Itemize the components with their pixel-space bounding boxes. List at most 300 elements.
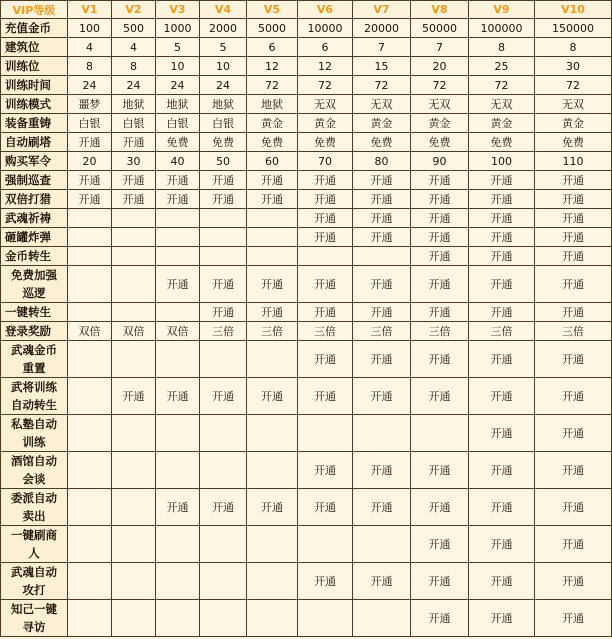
- table-cell: [353, 600, 411, 637]
- table-cell: 开通: [535, 228, 612, 247]
- table-cell: 100: [469, 152, 535, 171]
- table-cell: 开通: [156, 190, 200, 209]
- row-label: 武魂自动 攻打: [1, 563, 68, 600]
- table-cell: 黄金: [298, 114, 353, 133]
- table-cell: 5000: [247, 19, 298, 38]
- table-cell: 开通: [156, 171, 200, 190]
- table-cell: [68, 209, 112, 228]
- table-cell: 三倍: [247, 322, 298, 341]
- table-cell: 20000: [353, 19, 411, 38]
- table-cell: 开通: [112, 190, 156, 209]
- table-cell: 无双: [298, 95, 353, 114]
- table-cell: 开通: [535, 526, 612, 563]
- table-cell: 开通: [298, 190, 353, 209]
- table-cell: 双倍: [68, 322, 112, 341]
- table-cell: 80: [353, 152, 411, 171]
- table-cell: 开通: [112, 378, 156, 415]
- table-cell: 免费: [298, 133, 353, 152]
- table-cell: 开通: [411, 341, 469, 378]
- table-row: [1, 76, 612, 95]
- header-v4: V4: [200, 1, 247, 19]
- table-cell: 60: [247, 152, 298, 171]
- table-cell: [247, 563, 298, 600]
- table-cell: 免费: [535, 133, 612, 152]
- table-cell: [200, 563, 247, 600]
- table-cell: 5: [156, 38, 200, 57]
- table-cell: [68, 247, 112, 266]
- table-row: [1, 322, 612, 341]
- header-v6: V6: [298, 1, 353, 19]
- table-row: [1, 228, 612, 247]
- table-cell: 150000: [535, 19, 612, 38]
- table-cell: [200, 452, 247, 489]
- table-cell: [112, 303, 156, 322]
- table-cell: 黄金: [535, 114, 612, 133]
- header-v5: V5: [247, 1, 298, 19]
- table-cell: 开通: [411, 247, 469, 266]
- table-cell: 24: [156, 76, 200, 95]
- table-row: [1, 600, 612, 637]
- table-cell: 三倍: [469, 322, 535, 341]
- table-cell: 白银: [200, 114, 247, 133]
- table-cell: 开通: [112, 171, 156, 190]
- table-cell: 8: [535, 38, 612, 57]
- table-cell: 开通: [247, 266, 298, 303]
- table-cell: 24: [112, 76, 156, 95]
- table-cell: 开通: [411, 190, 469, 209]
- header-vip-level: VIP等级: [1, 1, 68, 19]
- table-cell: 开通: [353, 489, 411, 526]
- table-cell: [353, 526, 411, 563]
- table-cell: 开通: [411, 600, 469, 637]
- table-cell: 开通: [298, 171, 353, 190]
- table-cell: 开通: [353, 303, 411, 322]
- table-cell: 1000: [156, 19, 200, 38]
- table-cell: 开通: [411, 266, 469, 303]
- table-cell: 地狱: [247, 95, 298, 114]
- table-cell: 20: [411, 57, 469, 76]
- table-cell: 黄金: [411, 114, 469, 133]
- table-cell: 开通: [156, 489, 200, 526]
- row-label: 武魂金币 重置: [1, 341, 68, 378]
- table-cell: [112, 415, 156, 452]
- table-cell: [68, 266, 112, 303]
- table-cell: 白银: [112, 114, 156, 133]
- table-cell: 开通: [200, 266, 247, 303]
- table-cell: 110: [535, 152, 612, 171]
- table-cell: 开通: [535, 378, 612, 415]
- row-label: 金币转生: [1, 247, 68, 266]
- table-cell: [156, 563, 200, 600]
- table-cell: 开通: [353, 378, 411, 415]
- table-cell: [298, 247, 353, 266]
- table-cell: 24: [68, 76, 112, 95]
- row-label: 委派自动 卖出: [1, 489, 68, 526]
- table-cell: 开通: [68, 171, 112, 190]
- table-cell: [411, 415, 469, 452]
- table-cell: 开通: [469, 209, 535, 228]
- table-row: [1, 489, 612, 526]
- table-cell: 开通: [535, 266, 612, 303]
- table-cell: 12: [247, 57, 298, 76]
- table-cell: 开通: [298, 378, 353, 415]
- table-row: [1, 526, 612, 563]
- table-cell: 开通: [469, 526, 535, 563]
- table-cell: 开通: [411, 563, 469, 600]
- table-row: [1, 378, 612, 415]
- table-cell: 地狱: [112, 95, 156, 114]
- row-label: 训练模式: [1, 95, 68, 114]
- table-cell: 开通: [353, 452, 411, 489]
- table-cell: 5: [200, 38, 247, 57]
- table-cell: [247, 228, 298, 247]
- table-cell: 无双: [353, 95, 411, 114]
- table-cell: 8: [112, 57, 156, 76]
- table-cell: [353, 247, 411, 266]
- table-cell: [298, 600, 353, 637]
- table-cell: [156, 452, 200, 489]
- table-row: [1, 114, 612, 133]
- table-cell: 免费: [200, 133, 247, 152]
- table-cell: 开通: [535, 489, 612, 526]
- row-label: 免费加强 巡逻: [1, 266, 68, 303]
- table-cell: [112, 209, 156, 228]
- table-cell: 开通: [353, 266, 411, 303]
- header-v3: V3: [156, 1, 200, 19]
- table-cell: 15: [353, 57, 411, 76]
- header-v2: V2: [112, 1, 156, 19]
- table-cell: 开通: [535, 563, 612, 600]
- table-row: [1, 133, 612, 152]
- table-cell: 开通: [298, 266, 353, 303]
- table-cell: 三倍: [298, 322, 353, 341]
- table-cell: 开通: [156, 378, 200, 415]
- table-cell: [112, 452, 156, 489]
- table-cell: 50: [200, 152, 247, 171]
- table-cell: [353, 415, 411, 452]
- table-cell: 72: [247, 76, 298, 95]
- table-cell: 黄金: [353, 114, 411, 133]
- table-cell: 开通: [535, 247, 612, 266]
- table-cell: [156, 415, 200, 452]
- table-cell: 10000: [298, 19, 353, 38]
- table-cell: 三倍: [411, 322, 469, 341]
- table-cell: 开通: [411, 171, 469, 190]
- table-cell: [200, 228, 247, 247]
- table-cell: [247, 452, 298, 489]
- header-v9: V9: [469, 1, 535, 19]
- table-cell: 开通: [411, 228, 469, 247]
- table-cell: 无双: [535, 95, 612, 114]
- table-cell: 100: [68, 19, 112, 38]
- table-row: [1, 171, 612, 190]
- table-cell: 72: [535, 76, 612, 95]
- table-cell: 噩梦: [68, 95, 112, 114]
- table-cell: [68, 600, 112, 637]
- table-cell: 双倍: [112, 322, 156, 341]
- table-row: [1, 19, 612, 38]
- table-cell: 开通: [535, 452, 612, 489]
- table-cell: 开通: [469, 247, 535, 266]
- table-cell: 开通: [469, 489, 535, 526]
- table-cell: 7: [411, 38, 469, 57]
- table-cell: [156, 209, 200, 228]
- table-cell: [68, 341, 112, 378]
- table-cell: 开通: [469, 341, 535, 378]
- table-cell: 开通: [68, 133, 112, 152]
- row-label: 知己一键 寻访: [1, 600, 68, 637]
- header-v8: V8: [411, 1, 469, 19]
- table-cell: 开通: [353, 190, 411, 209]
- table-cell: 开通: [469, 266, 535, 303]
- table-cell: 8: [68, 57, 112, 76]
- header-v1: V1: [68, 1, 112, 19]
- table-cell: [247, 600, 298, 637]
- table-cell: [112, 600, 156, 637]
- table-cell: [112, 247, 156, 266]
- table-cell: [247, 341, 298, 378]
- table-cell: 白银: [156, 114, 200, 133]
- table-row: [1, 95, 612, 114]
- table-row: [1, 247, 612, 266]
- row-label: 强制巡查: [1, 171, 68, 190]
- table-cell: 双倍: [156, 322, 200, 341]
- table-cell: [112, 526, 156, 563]
- table-cell: 10: [156, 57, 200, 76]
- table-row: [1, 341, 612, 378]
- row-label: 砸罐炸弹: [1, 228, 68, 247]
- table-cell: [156, 303, 200, 322]
- row-label: 训练位: [1, 57, 68, 76]
- table-cell: 开通: [535, 600, 612, 637]
- table-cell: 开通: [247, 303, 298, 322]
- table-cell: [156, 526, 200, 563]
- table-cell: [68, 452, 112, 489]
- table-cell: [247, 415, 298, 452]
- table-cell: 三倍: [535, 322, 612, 341]
- table-cell: 开通: [247, 378, 298, 415]
- table-cell: [68, 415, 112, 452]
- table-cell: 开通: [469, 452, 535, 489]
- table-cell: 开通: [411, 303, 469, 322]
- table-cell: 开通: [156, 266, 200, 303]
- table-cell: 开通: [353, 563, 411, 600]
- table-cell: 开通: [469, 600, 535, 637]
- table-cell: 开通: [469, 415, 535, 452]
- table-cell: 6: [298, 38, 353, 57]
- table-cell: 4: [112, 38, 156, 57]
- row-label: 武魂祈祷: [1, 209, 68, 228]
- table-cell: 开通: [200, 171, 247, 190]
- table-cell: 免费: [353, 133, 411, 152]
- header-row: [1, 1, 612, 19]
- row-label: 武将训练 自动转生: [1, 378, 68, 415]
- table-cell: [68, 378, 112, 415]
- table-row: [1, 303, 612, 322]
- table-cell: 开通: [298, 209, 353, 228]
- table-cell: 开通: [247, 489, 298, 526]
- table-cell: 黄金: [247, 114, 298, 133]
- table-cell: 开通: [535, 209, 612, 228]
- table-cell: 免费: [411, 133, 469, 152]
- table-cell: 72: [298, 76, 353, 95]
- table-cell: 40: [156, 152, 200, 171]
- row-label: 一键转生: [1, 303, 68, 322]
- table-cell: [68, 563, 112, 600]
- table-row: [1, 415, 612, 452]
- table-cell: 开通: [411, 452, 469, 489]
- table-cell: 开通: [200, 489, 247, 526]
- row-label: 充值金币: [1, 19, 68, 38]
- table-cell: 8: [469, 38, 535, 57]
- table-cell: 开通: [469, 378, 535, 415]
- table-cell: 三倍: [200, 322, 247, 341]
- table-cell: 72: [353, 76, 411, 95]
- table-cell: [298, 415, 353, 452]
- table-cell: [156, 600, 200, 637]
- table-cell: 12: [298, 57, 353, 76]
- table-row: [1, 38, 612, 57]
- table-cell: 50000: [411, 19, 469, 38]
- table-cell: 开通: [247, 190, 298, 209]
- table-cell: 开通: [200, 378, 247, 415]
- table-cell: 开通: [535, 341, 612, 378]
- header-v7: V7: [353, 1, 411, 19]
- table-cell: [200, 526, 247, 563]
- table-cell: [112, 489, 156, 526]
- row-label: 建筑位: [1, 38, 68, 57]
- table-cell: 开通: [298, 489, 353, 526]
- table-cell: 开通: [469, 563, 535, 600]
- row-label: 自动刷塔: [1, 133, 68, 152]
- table-row: [1, 57, 612, 76]
- table-cell: 开通: [535, 303, 612, 322]
- header-v10: V10: [535, 1, 612, 19]
- table-cell: 开通: [353, 341, 411, 378]
- table-cell: [112, 228, 156, 247]
- table-cell: 25: [469, 57, 535, 76]
- table-row: [1, 563, 612, 600]
- table-cell: 开通: [411, 209, 469, 228]
- row-label: 私塾自动 训练: [1, 415, 68, 452]
- table-cell: [247, 247, 298, 266]
- table-cell: 开通: [411, 378, 469, 415]
- table-cell: [200, 415, 247, 452]
- table-cell: 开通: [353, 171, 411, 190]
- table-cell: 6: [247, 38, 298, 57]
- table-cell: 免费: [469, 133, 535, 152]
- table-cell: 开通: [469, 190, 535, 209]
- table-cell: [200, 247, 247, 266]
- table-cell: [112, 266, 156, 303]
- table-cell: 地狱: [156, 95, 200, 114]
- table-cell: 免费: [247, 133, 298, 152]
- table-cell: [68, 526, 112, 563]
- row-label: 装备重铸: [1, 114, 68, 133]
- table-cell: [200, 341, 247, 378]
- table-cell: 开通: [298, 303, 353, 322]
- table-cell: 30: [112, 152, 156, 171]
- table-cell: 72: [411, 76, 469, 95]
- table-cell: 2000: [200, 19, 247, 38]
- table-cell: [68, 489, 112, 526]
- table-cell: 免费: [156, 133, 200, 152]
- table-row: [1, 452, 612, 489]
- table-cell: 72: [469, 76, 535, 95]
- table-cell: 开通: [469, 303, 535, 322]
- table-cell: [247, 526, 298, 563]
- table-cell: 开通: [298, 228, 353, 247]
- table-cell: [68, 303, 112, 322]
- table-row: [1, 152, 612, 171]
- table-cell: 7: [353, 38, 411, 57]
- table-cell: 30: [535, 57, 612, 76]
- table-cell: 开通: [469, 171, 535, 190]
- table-cell: 开通: [112, 133, 156, 152]
- row-label: 酒馆自动 会谈: [1, 452, 68, 489]
- table-cell: 开通: [200, 190, 247, 209]
- row-label: 登录奖励: [1, 322, 68, 341]
- table-cell: 开通: [535, 190, 612, 209]
- table-cell: 开通: [535, 415, 612, 452]
- table-cell: 90: [411, 152, 469, 171]
- table-cell: 开通: [68, 190, 112, 209]
- table-cell: [112, 563, 156, 600]
- table-cell: 黄金: [469, 114, 535, 133]
- table-cell: 无双: [469, 95, 535, 114]
- table-cell: 三倍: [353, 322, 411, 341]
- table-cell: 20: [68, 152, 112, 171]
- table-row: [1, 190, 612, 209]
- table-cell: 地狱: [200, 95, 247, 114]
- row-label: 购买军令: [1, 152, 68, 171]
- table-cell: 开通: [298, 452, 353, 489]
- table-cell: 白银: [68, 114, 112, 133]
- table-cell: 无双: [411, 95, 469, 114]
- table-cell: 开通: [353, 209, 411, 228]
- table-cell: 4: [68, 38, 112, 57]
- table-cell: [156, 341, 200, 378]
- table-cell: [298, 526, 353, 563]
- table-cell: 开通: [411, 489, 469, 526]
- table-row: [1, 266, 612, 303]
- table-cell: 开通: [200, 303, 247, 322]
- table-cell: 开通: [411, 526, 469, 563]
- table-cell: 70: [298, 152, 353, 171]
- table-cell: 开通: [353, 228, 411, 247]
- table-cell: 开通: [298, 563, 353, 600]
- table-cell: [68, 228, 112, 247]
- row-label: 双倍打猎: [1, 190, 68, 209]
- table-cell: 开通: [535, 171, 612, 190]
- table-cell: 24: [200, 76, 247, 95]
- table-cell: 10: [200, 57, 247, 76]
- row-label: 训练时间: [1, 76, 68, 95]
- table-cell: 开通: [247, 171, 298, 190]
- table-row: [1, 209, 612, 228]
- table-cell: [247, 209, 298, 228]
- table-cell: [112, 341, 156, 378]
- row-label: 一键刷商 人: [1, 526, 68, 563]
- table-cell: [156, 247, 200, 266]
- table-cell: [200, 209, 247, 228]
- table-cell: 开通: [469, 228, 535, 247]
- table-cell: [200, 600, 247, 637]
- table-cell: 500: [112, 19, 156, 38]
- table-cell: 100000: [469, 19, 535, 38]
- table-cell: [156, 228, 200, 247]
- table-cell: 开通: [298, 341, 353, 378]
